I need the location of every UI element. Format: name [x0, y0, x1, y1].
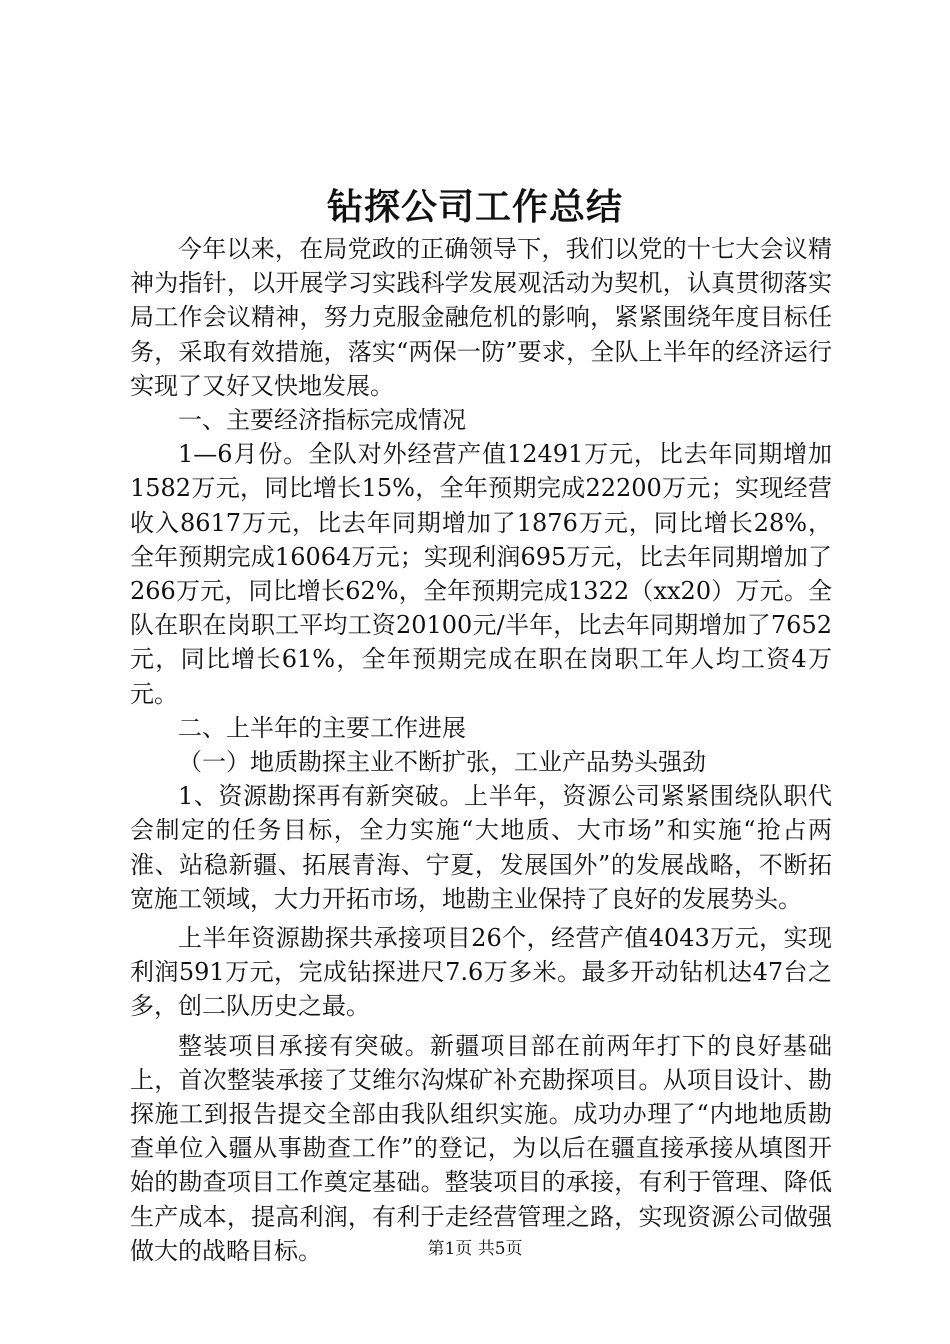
document-body	[130, 232, 832, 1268]
paragraph-first-half-results: 上半年资源勘探共承接项目26个，经营产值4043万元，实现利润591万元，完成钻探进尺7.6万多米。最多开动钻机达47台之多，创二队历史之最。	[130, 924, 832, 1021]
subsection-heading-1: （一）地质勘探主业不断扩张，工业产品势头强劲	[178, 748, 706, 777]
paragraph-intro: 今年以来，在局党政的正确领导下，我们以党的十七大会议精神为指针，以开展学习实践科学发展观活动为契机，认真贯彻落实局工作会议精神，努力克服金融危机的影响，紧紧围绕年度目标任务，采取有效措施，落实“两保一防”要求，全队上半年的经济运行实现了又好又快地发展。	[130, 235, 832, 400]
section-heading-1: 一、主要经济指标完成情况	[178, 406, 466, 435]
paragraph-resource-exploration: 1、资源勘探再有新突破。上半年，资源公司紧紧围绕队职代会制定的任务目标，全力实施“大地质、大市场”和实施“抢占两淮、站稳新疆、拓展青海、宁夏，发展国外”的发展战略，不断拓宽施工领域，大力开拓市场，地勘主业保持了良好的发展势头。	[130, 782, 832, 913]
page-footer: 第1页 共5页	[427, 1239, 523, 1259]
paragraph-integrated-projects: 整装项目承接有突破。新疆项目部在前两年打下的良好基础上，首次整装承接了艾维尔沟煤矿补充勘探项目。从项目设计、勘探施工到报告提交全部由我队组织实施。成功办理了“内地地质勘查单位入疆从事勘查工作”的登记，为以后在疆直接承接从填图开始的勘查项目工作奠定基础。整装项目的承接，有利于管理、降低生产成本，提高利润，有利于走经营管理之路，实现资源公司做强做大的战略目标。	[130, 1031, 832, 1265]
paragraph-indicators: 1—6月份。全队对外经营产值12491万元，比去年同期增加1582万元，同比增长15%，全年预期完成22200万元；实现经营收入8617万元，比去年同期增加了1876万元，同比增长28%，全年预期完成16064万元；实现利润695万元，比去年同期增加了266万元，同比增长62%，全年预期完成1322（xx20）万元。全队在职在岗职工平均工资20100元/半年，比去年同期增加了7652元，同比增长61%，全年预期完成在职在岗职工年人均工资4万元。	[130, 440, 832, 708]
section-heading-2: 二、上半年的主要工作进展	[178, 713, 466, 742]
document-title: 钻探公司工作总结	[326, 186, 623, 228]
